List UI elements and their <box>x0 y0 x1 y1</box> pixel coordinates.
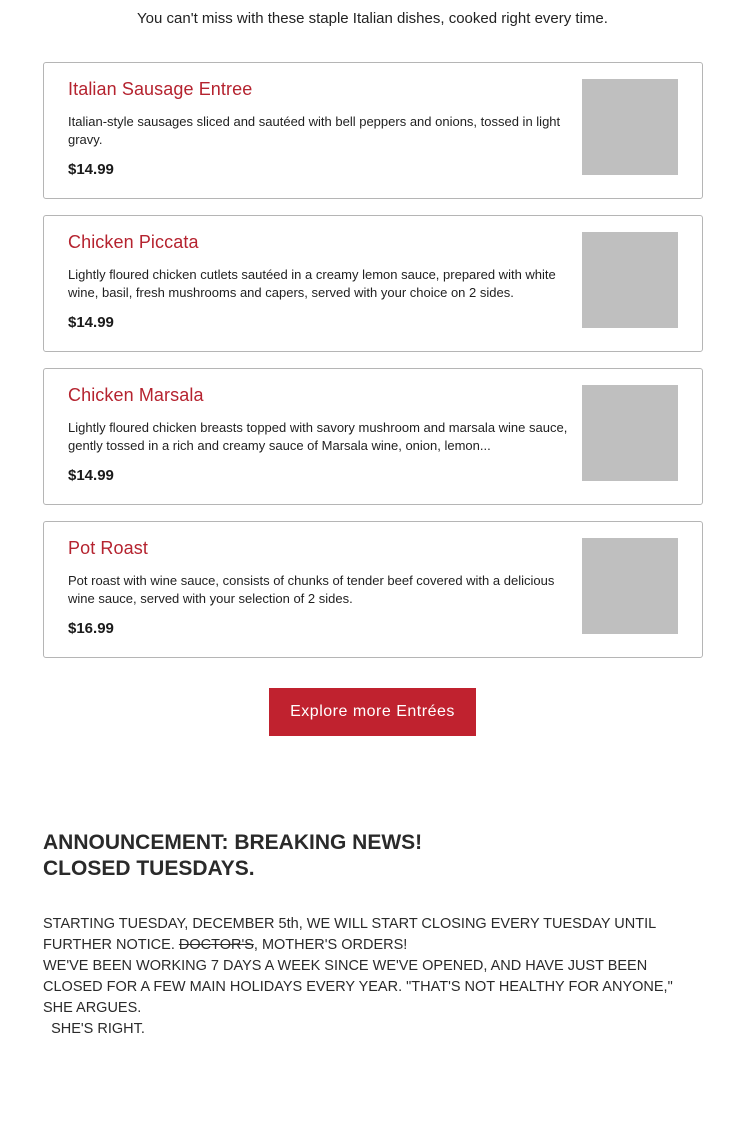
announcement-text: , WE WILL START CLOSING EVERY TUESDAY UNTIL FURTHER NOTICE. <box>43 916 656 953</box>
explore-entrees-button[interactable]: Explore more Entrées <box>269 688 476 736</box>
menu-item-description: Pot roast with wine sauce, consists of chunks of tender beef covered with a delicious wine sauce, served with your selection of 2 sides. <box>68 573 555 606</box>
menu-item-title[interactable]: Italian Sausage Entree <box>68 79 253 99</box>
menu-item-image[interactable] <box>582 538 678 634</box>
menu-item-title[interactable]: Chicken Marsala <box>68 385 204 405</box>
menu-item-card[interactable] <box>43 62 703 199</box>
section-tagline: You can't miss with these staple Italian dishes, cooked right every time. <box>137 10 608 27</box>
menu-item-price: $14.99 <box>68 314 114 331</box>
menu-item-price: $14.99 <box>68 467 114 484</box>
struck-text: DOCTOR'S <box>178 937 254 953</box>
menu-item-description: Lightly floured chicken breasts topped with savory mushroom and marsala wine sauce, gently tossed in a rich and creamy sauce of Marsala wine, onion, lemon... <box>68 420 568 453</box>
menu-item-image[interactable] <box>582 232 678 328</box>
announcement-paragraph: WE'VE BEEN WORKING 7 DAYS A WEEK SINCE WE'VE OPENED, AND HAVE JUST BEEN CLOSED FOR A FEW MAIN HOLIDAYS EVERY YEAR. "THAT'S NOT HEALTHY FOR ANYONE," SHE ARGUES. <box>43 958 673 1016</box>
menu-list <box>43 62 703 674</box>
menu-item-title[interactable]: Pot Roast <box>68 538 148 558</box>
menu-item-card[interactable] <box>43 215 703 352</box>
announcement-date-text: STARTING TUESDAY, DECEMBER 5 <box>43 916 287 932</box>
announcement-text: , MOTHER'S ORDERS! <box>253 937 408 953</box>
announcement-title-line1: ANNOUNCEMENT: BREAKING NEWS! <box>43 831 423 854</box>
announcement-closing: SHE'S RIGHT. <box>51 1021 145 1037</box>
menu-item-title[interactable]: Chicken Piccata <box>68 232 199 252</box>
menu-item-image[interactable] <box>582 79 678 175</box>
menu-item-price: $16.99 <box>68 620 114 637</box>
announcement-title <box>43 830 703 882</box>
announcement-paragraph <box>43 914 703 956</box>
menu-item-price: $14.99 <box>68 161 114 178</box>
menu-item-card[interactable] <box>43 521 703 658</box>
menu-item-image[interactable] <box>582 385 678 481</box>
announcement-title-line2: CLOSED TUESDAYS. <box>43 857 255 880</box>
announcement-paragraph <box>43 1019 703 1040</box>
announcement-body <box>43 914 703 1040</box>
menu-item-description: Lightly floured chicken cutlets sautéed in a creamy lemon sauce, prepared with white wine, basil, fresh mushrooms and capers, served with your choice on 2 sides. <box>68 267 556 300</box>
menu-item-description: Italian-style sausages sliced and sautéed with bell peppers and onions, tossed in light gravy. <box>68 114 561 147</box>
ordinal-suffix: th <box>286 916 299 932</box>
menu-item-card[interactable] <box>43 368 703 505</box>
